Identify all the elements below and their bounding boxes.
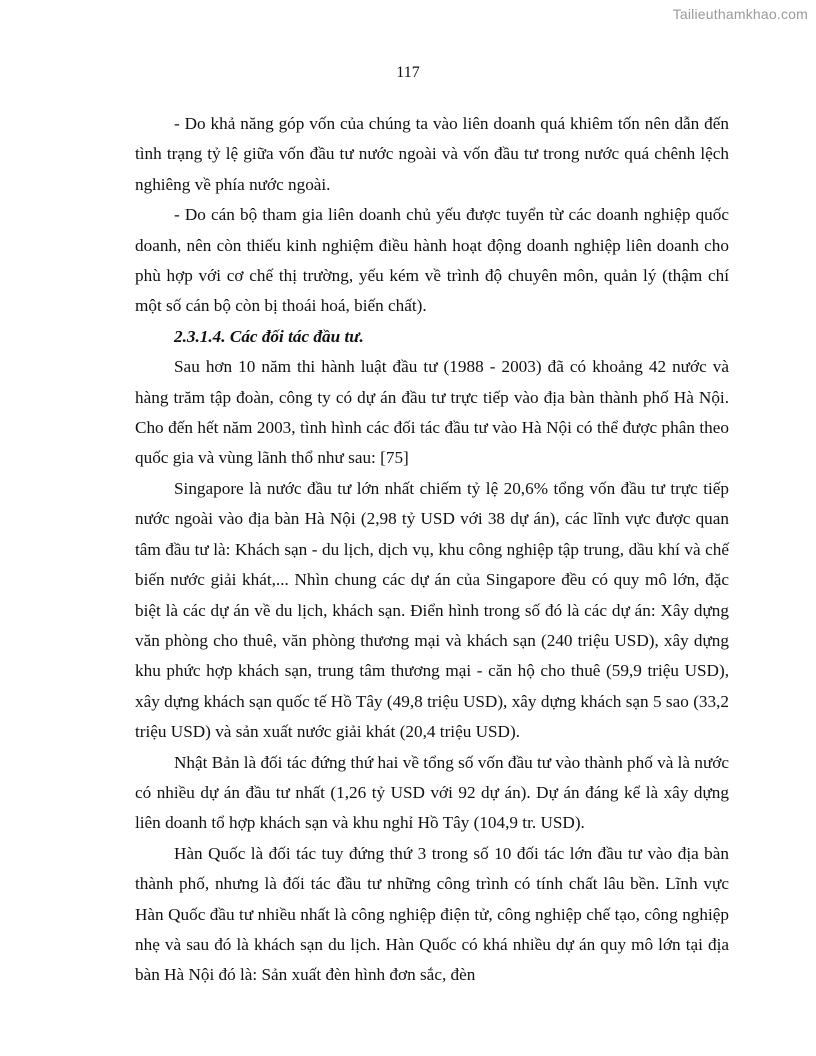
paragraph-korea: Hàn Quốc là đối tác tuy đứng thứ 3 trong số 10 đối tác lớn đầu tư vào địa bàn thành phố, nhưng là đối tác đầu tư những công trình có tính chất lâu bền. Lĩnh vực Hàn Quốc đầu tư nhiều nhất là công nghiệp điện tử, công nghiệp chế tạo, công nghiệp nhẹ và sau đó là khách sạn du lịch. Hàn Quốc có khá nhiều dự án quy mô lớn tại địa bàn Hà Nội đó là: Sản xuất đèn hình đơn sắc, đèn xyxy=(135,843,729,985)
paragraph-japan: Nhật Bản là đối tác đứng thứ hai về tổng số vốn đầu tư vào thành phố và là nước có nhiều dự án đầu tư nhất (1,26 tỷ USD với 92 dự án). Dự án đáng kể là xây dựng liên doanh tổ hợp khách sạn và khu nghỉ Hồ Tây (104,9 tr. USD). xyxy=(135,752,729,833)
paragraph-staff-experience: - Do cán bộ tham gia liên doanh chủ yếu được tuyển từ các doanh nghiệp quốc doanh, nên còn thiếu kinh nghiệm điều hành hoạt động doanh nghiệp liên doanh cho phù hợp với cơ chế thị trường, yếu kém về trình độ chuyên môn, quản lý (thậm chí một số cán bộ còn bị thoái hoá, biến chất). xyxy=(135,205,729,316)
paragraph-investment-law: Sau hơn 10 năm thi hành luật đầu tư (1988 - 2003) đã có khoảng 42 nước và hàng trăm tập đoàn, công ty có dự án đầu tư trực tiếp vào địa bàn thành phố Hà Nội. Cho đến hết năm 2003, tình hình các đối tác đầu tư vào Hà Nội có thể được phân theo quốc gia và vùng lãnh thổ như sau: [75] xyxy=(135,357,729,468)
paragraph-singapore: Singapore là nước đầu tư lớn nhất chiếm tỷ lệ 20,6% tổng vốn đầu tư trực tiếp nước ngoài vào địa bàn Hà Nội (2,98 tỷ USD với 38 dự án), các lĩnh vực được quan tâm đầu tư là: Khách sạn - du lịch, dịch vụ, khu công nghiệp tập trung, dầu khí và chế biến nước giải khát,... Nhìn chung các dự án của Singapore đều có quy mô lớn, đặc biệt là các dự án về du lịch, khách sạn. Điển hình trong số đó là các dự án: Xây dựng văn phòng cho thuê, văn phòng thương mại và khách sạn (240 triệu USD), xây dựng khu phức hợp khách sạn, trung tâm thương mại - căn hộ cho thuê (59,9 triệu USD), xây dựng khách sạn quốc tế Hồ Tây (49,8 triệu USD), xây dựng khách sạn 5 sao (33,2 triệu USD) và sản xuất nước giải khát (20,4 triệu USD). xyxy=(135,478,729,742)
watermark-text: Tailieuthamkhao.com xyxy=(672,6,808,22)
page-number: 117 xyxy=(396,64,420,81)
document-body xyxy=(135,109,729,991)
section-heading: 2.3.1.4. Các đối tác đầu tư. xyxy=(174,326,364,346)
paragraph-capital-contribution: - Do khả năng góp vốn của chúng ta vào liên doanh quá khiêm tốn nên dẫn đến tình trạng tỷ lệ giữa vốn đầu tư nước ngoài và vốn đầu tư trong nước quá chênh lệch nghiêng về phía nước ngoài. xyxy=(135,114,729,194)
